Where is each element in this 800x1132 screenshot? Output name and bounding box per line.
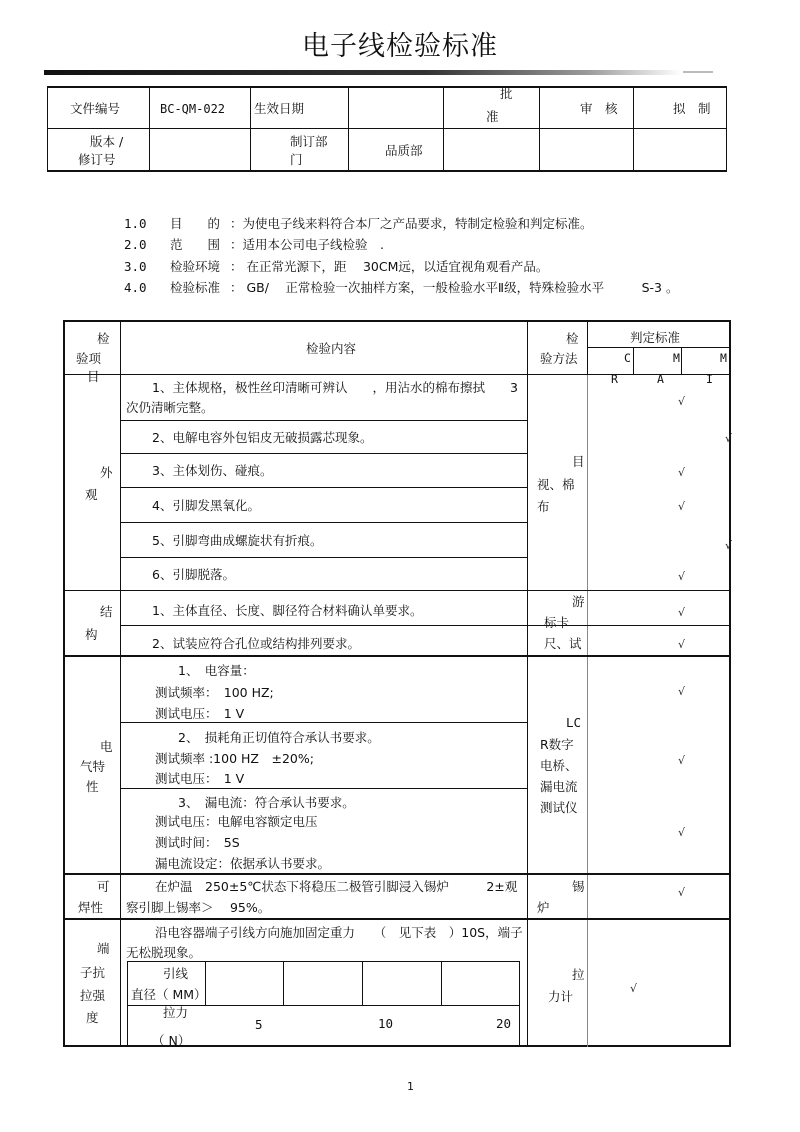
appearance-method-1: 目 — [572, 454, 585, 469]
electrical-method-4: 漏电流 — [540, 779, 578, 794]
check-mark-icon: √ — [678, 685, 686, 698]
electrical-g2-l3: 测试电压： 1 V — [155, 771, 245, 786]
electrical-g1-l1: 1、 电容量： — [178, 663, 255, 678]
solder-label-1: 可 — [97, 879, 110, 894]
force-value: 10 — [378, 1016, 394, 1031]
solder-line2: 察引脚上锡率＞ 95%。 — [126, 900, 271, 915]
electrical-g1-l3: 测试电压： 1 V — [155, 706, 245, 721]
judge-col-cr-top: C — [624, 351, 631, 365]
tensile-label-4: 度 — [86, 1010, 99, 1025]
appearance-row-3: 3、主体划伤、碰痕。 — [152, 463, 273, 478]
electrical-label-3: 性 — [86, 779, 99, 794]
appearance-label-2: 观 — [85, 487, 98, 502]
force-value: 20 — [496, 1016, 512, 1031]
judge-col-ma-bottom: A — [657, 372, 664, 386]
draft-label: 拟 制 — [673, 101, 711, 116]
tensile-label-2: 子抗 — [80, 965, 106, 980]
check-mark-icon: √ — [725, 539, 733, 552]
electrical-g2-l1: 2、 损耗角正切值符合承认书要求。 — [178, 730, 380, 745]
appearance-row-2: 2、电解电容外包铝皮无破损露芯现象。 — [152, 430, 373, 445]
structure-row-2: 2、试装应符合孔位或结构排列要求。 — [152, 636, 360, 651]
appearance-label-top: 目 — [87, 369, 100, 384]
title-underline — [44, 70, 682, 75]
structure-method-2: 标卡 — [544, 615, 570, 630]
judge-col-cr-bottom: R — [611, 372, 618, 386]
review-label: 审 核 — [580, 101, 618, 116]
electrical-g3-l3: 测试时间： 5S — [155, 835, 240, 850]
judge-col-mi-top: M — [720, 351, 727, 365]
sub-force-label-2: （ N） — [152, 1033, 191, 1048]
head-item-1: 检 — [97, 331, 110, 346]
dept-label-2: 门 — [290, 152, 303, 167]
head-method-1: 检 — [566, 331, 579, 346]
structure-method-3: 尺、试 — [544, 636, 582, 651]
appearance-row-1-line2: 次仍清晰完整。 — [126, 400, 214, 415]
structure-method-1: 游 — [572, 594, 585, 609]
solder-method-2: 炉 — [537, 900, 550, 915]
dept-value: 品质部 — [385, 143, 423, 158]
file-no-value: BC-QM-022 — [160, 102, 226, 116]
judge-col-ma-top: M — [673, 351, 680, 365]
check-mark-icon: √ — [630, 982, 638, 995]
dept-label-1: 制订部 — [290, 134, 328, 149]
appearance-row-6: 6、引脚脱落。 — [152, 567, 235, 582]
check-mark-icon: √ — [678, 886, 686, 899]
electrical-g3-l4: 漏电流设定：依据承认书要求。 — [155, 856, 331, 871]
force-value: 5 — [255, 1017, 263, 1032]
electrical-method-3: 电桥、 — [540, 758, 578, 773]
file-no-label: 文件编号 — [70, 101, 121, 116]
head-method-2: 验方法 — [540, 351, 578, 366]
electrical-g1-l2: 测试频率： 100 HZ; — [155, 685, 274, 700]
title-underline-tail — [683, 71, 713, 73]
appearance-row-5: 5、引脚弯曲成螺旋状有折痕。 — [152, 533, 323, 548]
sub-wire-label-1: 引线 — [163, 966, 189, 981]
document-title: 电子线检验标准 — [302, 31, 498, 62]
tensile-line2: 无松脱现象。 — [126, 945, 202, 960]
electrical-method-2: R数字 — [540, 737, 574, 752]
appearance-method-2: 视、棉 — [537, 477, 575, 492]
appearance-label-1: 外 — [100, 465, 113, 480]
tensile-label-3: 拉强 — [80, 988, 106, 1003]
appearance-row-4: 4、引脚发黑氧化。 — [152, 498, 260, 513]
solder-label-2: 焊性 — [78, 900, 104, 915]
tensile-method-1: 拉 — [572, 967, 585, 982]
version-label-1: 版本 / — [90, 134, 124, 149]
page-number: 1 — [407, 1080, 414, 1093]
head-judge: 判定标准 — [630, 330, 681, 345]
effective-date-label: 生效日期 — [254, 101, 305, 116]
check-mark-icon: √ — [678, 570, 686, 583]
electrical-label-2: 气特 — [80, 759, 106, 774]
electrical-g2-l2: 测试频率 :100 HZ ±20%; — [155, 751, 314, 766]
check-mark-icon: √ — [678, 466, 686, 479]
approve-label-2: 准 — [486, 109, 499, 124]
check-mark-icon: √ — [678, 606, 686, 619]
head-content: 检验内容 — [306, 341, 357, 356]
appearance-row-1-line1: 1、主体规格，极性丝印清晰可辨认 ，用沾水的棉布擦拭 3 — [152, 380, 518, 395]
judge-col-mi-bottom: I — [706, 372, 713, 386]
electrical-g3-l2: 测试电压：电解电容额定电压 — [155, 814, 318, 829]
structure-label-2: 构 — [85, 627, 98, 642]
electrical-g3-l1: 3、 漏电流：符合承认书要求。 — [178, 795, 355, 810]
tensile-label-1: 端 — [97, 941, 110, 956]
tensile-method-2: 力计 — [548, 989, 574, 1004]
sub-force-label-1: 拉力 — [163, 1005, 189, 1020]
sub-wire-label-2: 直径（ MM） — [131, 987, 207, 1002]
version-label-2: 修订号 — [78, 152, 116, 167]
approve-label-1: 批 — [500, 86, 513, 101]
electrical-label-1: 电 — [100, 739, 113, 754]
tensile-line1: 沿电容器端子引线方向施加固定重力 （ 见下表 ）10S，端子 — [155, 925, 523, 940]
structure-row-1: 1、主体直径、长度、脚径符合材料确认单要求。 — [152, 603, 423, 618]
check-mark-icon: √ — [678, 638, 686, 651]
electrical-method-5: 测试仪 — [540, 800, 578, 815]
check-mark-icon: √ — [678, 754, 686, 767]
check-mark-icon: √ — [678, 395, 686, 408]
solder-method-1: 锡 — [572, 879, 585, 894]
appearance-method-3: 布 — [537, 499, 550, 514]
check-mark-icon: √ — [678, 500, 686, 513]
solder-line1: 在炉温 250±5℃状态下将稳压二极管引脚浸入锡炉 2±观 — [155, 879, 518, 894]
check-mark-icon: √ — [678, 826, 686, 839]
structure-label-1: 结 — [100, 604, 113, 619]
head-item-2: 验项 — [76, 351, 102, 366]
check-mark-icon: √ — [725, 432, 733, 445]
electrical-method-1: LC — [566, 715, 582, 730]
